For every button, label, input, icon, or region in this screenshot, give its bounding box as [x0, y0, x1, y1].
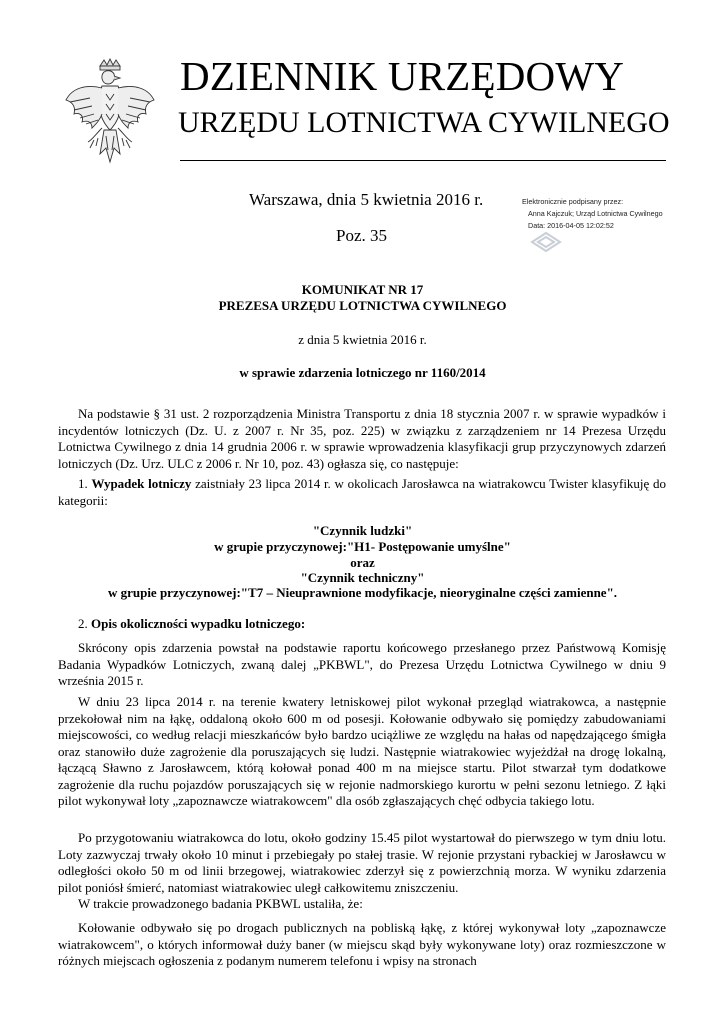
- heading-date: z dnia 5 kwietnia 2016 r.: [298, 332, 427, 347]
- journal-subtitle: URZĘDU LOTNICTWA CYWILNEGO: [178, 106, 670, 139]
- position-number: Poz. 35: [336, 226, 387, 245]
- classification-line-3: oraz: [350, 555, 375, 570]
- signature-line-2: Anna Kajczuk; Urząd Lotnictwa Cywilnego: [528, 209, 663, 218]
- classification-line-4: "Czynnik techniczny": [300, 570, 425, 585]
- electronic-signature-block: [522, 196, 702, 232]
- signature-line-3: Data: 2016-04-05 12:02:52: [528, 221, 614, 230]
- header-rule: [180, 160, 666, 161]
- point-2-heading: [58, 616, 666, 633]
- classification-line-5: w grupie przyczynowej:"T7 – Nieuprawnione modyfikacje, nieoryginalne części zamienne".: [107, 585, 618, 600]
- point-1-paragraph: [58, 476, 666, 509]
- paragraph-3: Po przygotowaniu wiatrakowca do lotu, około godziny 15.45 pilot wystartował do pierwszego w tym dniu lotu. Loty zazwyczaj trwały około 10 minut i przebiegały po stałej trasie. W rejonie przystani rybackiej w Jarosławcu w odległości około 50 m od linii brzegowej, wiatrakowiec zderzył się z powierzchnią morza. W wyniku zdarzenia pilot poniósł śmierć, natomiast wiatrakowiec uległ całkowitemu zniszczeniu.: [58, 830, 666, 895]
- point-1-number: 1.: [78, 476, 88, 491]
- classification-line-2: w grupie przyczynowej:"H1- Postępowanie umyślne": [214, 539, 511, 554]
- paragraph-5: Kołowanie odbywało się po drogach publicznych na pobliską łąkę, z której wykonywał loty „zapoznawcze wiatrakowcem", o których informował duży baner (w miejscu skąd były wykonywane loty) oraz rozmieszczone w różnych miejscach ogłoszenia z podanym numerem telefonu i wpisy na stronach: [58, 920, 666, 968]
- signature-line-1: Elektronicznie podpisany przez:: [522, 197, 624, 206]
- point-2-number: 2.: [78, 616, 88, 631]
- heading-line-1: KOMUNIKAT NR 17: [301, 282, 424, 297]
- journal-title: DZIENNIK URZĘDOWY: [180, 53, 625, 99]
- paragraph-2: W dniu 23 lipca 2014 r. na terenie kwatery letniskowej pilot wykonał przegląd wiatrakowca, a następnie przekołował nim na łąkę, oddaloną około 600 m od posesji. Kołowanie odbywało się pomiędzy zabudowaniami miejscowości, co według relacji mieszkańców było bardzo uciążliwe ze względu na hałas od napędzającego śmigła oraz stanowiło duże zagrożenie dla poruszających się ludzi. Następnie wiatrakowiec wyjeżdżał na drogę lokalną, łączącą Sławno z Jarosławcem, którą kołował ponad 400 m na miejsce startu. Pilot stwarzał tym dodatkowe zagrożenie dla ruchu pojazdów poruszających się w rejonie nadmorskiego kurortu w pełni sezonu letniego. Z łąki pilot wykonywał loty „zapoznawcze wiatrakowcem" dla osób zgłaszających chęć odbycia takiego lotu.: [58, 694, 666, 808]
- point-2-bold: Opis okoliczności wypadku lotniczego:: [91, 616, 306, 631]
- heading-subject: w sprawie zdarzenia lotniczego nr 1160/2014: [239, 365, 486, 380]
- signature-logo-icon: [528, 230, 564, 254]
- paragraph-4: W trakcie prowadzonego badania PKBWL ustaliła, że:: [78, 896, 363, 911]
- intro-paragraph: Na podstawie § 31 ust. 2 rozporządzenia Ministra Transportu z dnia 18 stycznia 2007 r. w sprawie wypadków i incydentów lotniczych (Dz. U. z 2007 r. Nr 35, poz. 225) w związku z zarządzeniem nr 14 Prezesa Urzędu Lotnictwa Cywilnego z dnia 14 grudnia 2006 r. w sprawie wprowadzenia klasyfikacji grup przyczynowych zdarzeń lotniczych (Dz. Urz. ULC z 2006 r. Nr 10, poz. 43) ogłasza się, co następuje:: [58, 406, 666, 471]
- polish-eagle-emblem-icon: [62, 58, 158, 170]
- point-1-text: zaistniały 23 lipca 2014 r. w okolicach Jarosławca na wiatrakowcu Twister klasyfikuję do kategorii:: [58, 476, 666, 508]
- point-1-bold: Wypadek lotniczy: [91, 476, 192, 491]
- classification-line-1: "Czynnik ludzki": [312, 523, 413, 538]
- paragraph-1: Skrócony opis zdarzenia powstał na podstawie raportu końcowego przesłanego przez Państwową Komisję Badania Wypadków Lotniczych, zwaną dalej „PKBWL", do Prezesa Urzędu Lotnictwa Cywilnego w dniu 9 września 2015 r.: [58, 640, 666, 688]
- heading-line-2: PREZESA URZĘDU LOTNICTWA CYWILNEGO: [218, 298, 507, 313]
- publication-date: Warszawa, dnia 5 kwietnia 2016 r.: [249, 190, 484, 209]
